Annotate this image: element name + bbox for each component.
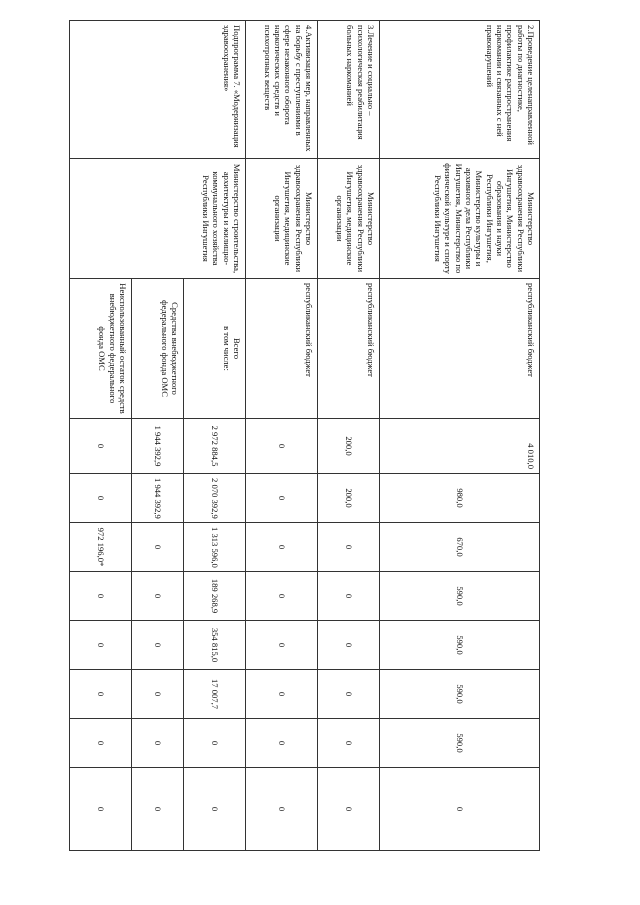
value-cell: 0 xyxy=(184,768,246,851)
rotated-table-container xyxy=(60,20,540,840)
value-cell: 0 xyxy=(318,719,380,768)
table-row xyxy=(246,21,318,851)
value-cell: 590,0 xyxy=(380,621,540,670)
value-cell: 0 xyxy=(132,523,184,572)
executor-cell: Министерство здравоохранения Республики Ингушетия, Министерство образования и науки Республики Ингушетия, Министерство культуры и архивного дела Республики Ингушетия, Министерство по физической культуре и спорту Республики Ингушетия xyxy=(380,159,540,279)
value-cell: 4 010,0 xyxy=(380,419,540,474)
value-cell: 0 xyxy=(246,768,318,851)
value-cell: 0 xyxy=(70,768,132,851)
value-cell: 0 xyxy=(318,621,380,670)
total-label-cell xyxy=(184,279,246,419)
table-row xyxy=(380,21,540,851)
value-cell: 0 xyxy=(70,719,132,768)
subprogram-name-cell: Подпрограмма 7. «Модернизация здравоохранения» xyxy=(70,21,246,159)
value-cell: 670,0 xyxy=(380,523,540,572)
value-cell: 0 xyxy=(246,523,318,572)
value-cell: 590,0 xyxy=(380,719,540,768)
value-cell: 0 xyxy=(246,670,318,719)
value-cell: 0 xyxy=(246,419,318,474)
value-cell: 0 xyxy=(132,670,184,719)
executor-cell: Министерство здравоохранения Республики Ингушетия, медицинские организации xyxy=(318,159,380,279)
value-cell: 1 944 392,9 xyxy=(132,474,184,523)
funding-source-cell: республиканский бюджет xyxy=(246,279,318,419)
value-cell: 200,0 xyxy=(318,419,380,474)
value-cell: 1 944 392,9 xyxy=(132,419,184,474)
value-cell: 189 268,9 xyxy=(184,572,246,621)
value-cell: 0 xyxy=(132,719,184,768)
value-cell: 0 xyxy=(70,474,132,523)
table-row xyxy=(318,21,380,851)
value-cell: 0 xyxy=(132,572,184,621)
value-cell: 0 xyxy=(246,719,318,768)
value-cell: 200,0 xyxy=(318,474,380,523)
value-cell: 0 xyxy=(318,768,380,851)
value-cell: 590,0 xyxy=(380,670,540,719)
total-label: Всего xyxy=(232,337,242,360)
value-cell: 0 xyxy=(246,474,318,523)
total-sublabel: в том числе: xyxy=(221,326,232,371)
value-cell: 0 xyxy=(318,523,380,572)
table-row xyxy=(184,21,246,851)
value-cell: 590,0 xyxy=(380,572,540,621)
funding-source-cell: республиканский бюджет xyxy=(318,279,380,419)
executor-cell: Министерство здравоохранения Республики Ингушетия, медицинские организации xyxy=(246,159,318,279)
value-cell: 2 972 884,5 xyxy=(184,419,246,474)
value-cell: 17 007,7 xyxy=(184,670,246,719)
value-cell: 0 xyxy=(184,719,246,768)
value-cell: 0 xyxy=(70,621,132,670)
activity-name-cell: 4.Активизация мер, направленных на борьбу с преступлениями в сфере незаконного оборота наркотических средств и психотропных веществ xyxy=(246,21,318,159)
value-cell: 1 313 596,0 xyxy=(184,523,246,572)
value-cell: 0 xyxy=(70,572,132,621)
value-cell: 0 xyxy=(318,572,380,621)
funding-source-cell: республиканский бюджет xyxy=(380,279,540,419)
value-cell: 0 xyxy=(246,621,318,670)
value-cell: 0 xyxy=(318,670,380,719)
value-cell: 0 xyxy=(132,621,184,670)
value-cell: 0 xyxy=(70,419,132,474)
funding-table xyxy=(69,20,540,851)
value-cell: 0 xyxy=(380,768,540,851)
value-cell: 0 xyxy=(132,768,184,851)
activity-name-cell: 3.Лечение и социально – психологическая реабилитация больных наркоманией xyxy=(318,21,380,159)
value-cell: 0 xyxy=(246,572,318,621)
value-cell: 980,0 xyxy=(380,474,540,523)
unused-label-cell: Неиспользованный остаток средств внебюджетного федерального фонда ОМС xyxy=(70,279,132,419)
value-cell: 2 070 392,9 xyxy=(184,474,246,523)
value-cell: 972 196,0* xyxy=(70,523,132,572)
value-cell: 354 815,0 xyxy=(184,621,246,670)
activity-name-cell: 2.Проведение целенаправленной работы по диагностике, профилактике распространения наркомании и связанных с ней правонарушений xyxy=(380,21,540,159)
executor-cell: Министерство строительства, архитектуры и жилищно-коммунального хозяйства Республики Ингушетия xyxy=(70,159,246,279)
value-cell: 0 xyxy=(70,670,132,719)
oms-label-cell: Средства внебюджетного федерального фонда ОМС xyxy=(132,279,184,419)
